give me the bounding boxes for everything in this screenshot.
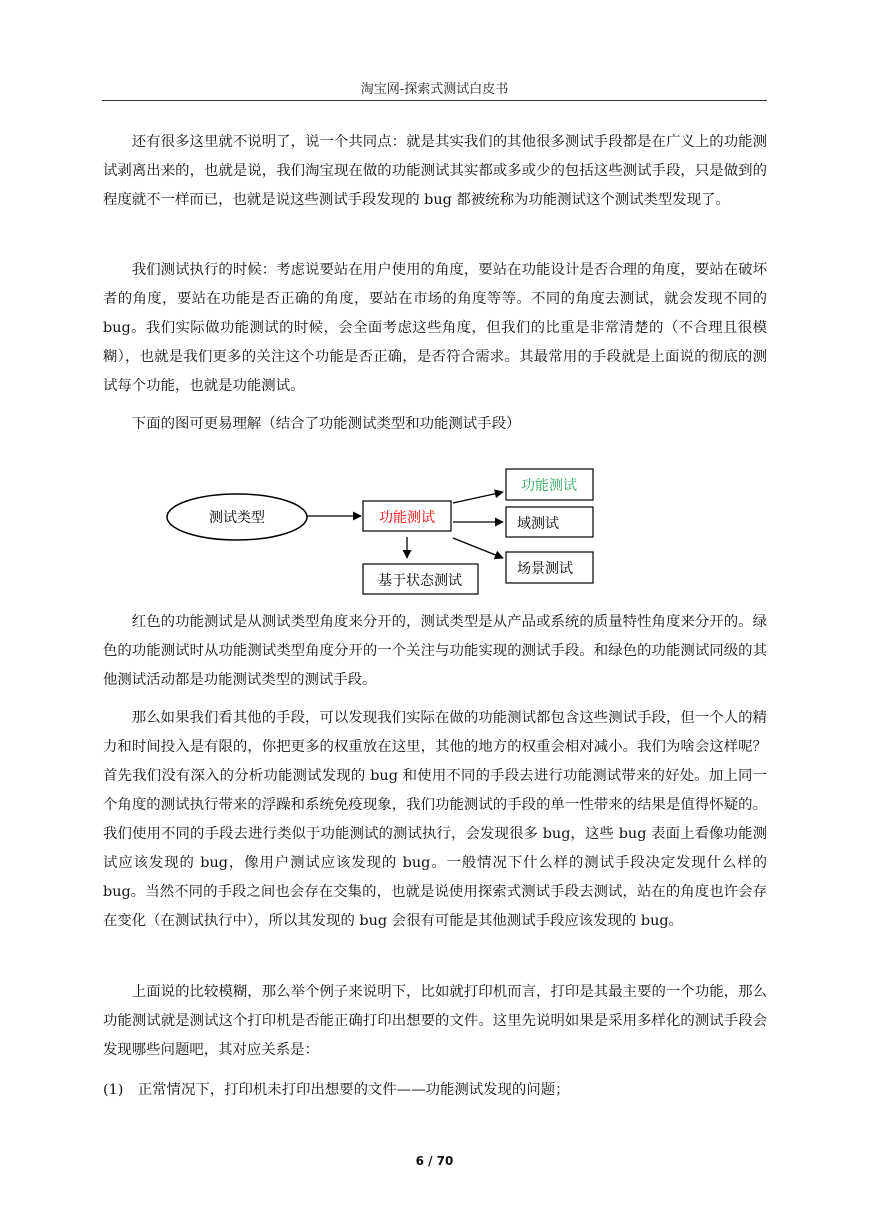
- paragraph-4: 红色的功能测试是从测试类型角度来分开的，测试类型是从产品或系统的质量特性角度来分开的。绿色的功能测试时从功能测试类型角度分开的一个关注与功能实现的测试手段。和绿色的功能测试同级的其他测试活动都是功能测试类型的测试手段。: [103, 614, 767, 688]
- list-item-1: (1) 正常情况下，打印机未打印出想要的文件——功能测试发现的问题；: [103, 1082, 570, 1098]
- paragraph-6: 上面说的比较模糊，那么举个例子来说明下，比如就打印机而言，打印是其最主要的一个功能，那么功能测试就是测试这个打印机是否能正确打印出想要的文件。这里先说明如果是采用多样化的测试手段会发现哪些问题吧，其对应关系是：: [103, 984, 767, 1058]
- state-test-label: 基于状态测试: [378, 573, 462, 589]
- page-header-title: 淘宝网-探索式测试白皮书: [360, 82, 509, 97]
- page-number: 6 / 70: [415, 1154, 454, 1168]
- func-test-red-label: 功能测试: [379, 510, 435, 526]
- func-test-green-label: 功能测试: [521, 478, 577, 494]
- arrow-func-to-green: [453, 492, 503, 503]
- domain-test-label: 域测试: [517, 516, 559, 532]
- paragraph-2: 我们测试执行的时候：考虑说要站在用户使用的角度，要站在功能设计是否合理的角度，要站在破坏者的角度，要站在功能是否正确的角度，要站在市场的角度等等。不同的角度去测试，就会发现不同的 bug。我们实际做功能测试的时候，会全面考虑这些角度，但我们的比重是非常清楚的（不合理且很模糊），也就是我们更多的关注这个功能是否正确，是否符合需求。其最常用的手段就是上面说的彻底的测试每个功能，也就是功能测试。: [103, 262, 767, 394]
- scenario-test-label: 场景测试: [517, 561, 573, 577]
- paragraph-1: 还有很多这里就不说明了，说一个共同点：就是其实我们的其他很多测试手段都是在广义上的功能测试剥离出来的，也就是说，我们淘宝现在做的功能测试其实都或多或少的包括这些测试手段，只是做到的程度就不一样而已，也就是说这些测试手段发现的 bug 都被统称为功能测试这个测试类型发现了。: [103, 134, 767, 208]
- test-type-diagram: [103, 460, 767, 605]
- test-type-label: 测试类型: [209, 510, 265, 526]
- header-rule: [102, 100, 767, 101]
- paragraph-5: 那么如果我们看其他的手段，可以发现我们实际在做的功能测试都包含这些测试手段，但一个人的精力和时间投入是有限的，你把更多的权重放在这里，其他的地方的权重会相对减小。我们为啥会这样呢？ 首先我们没有深入的分析功能测试发现的 bug 和使用不同的手段去进行功能测试带来的好处。加上同一个角度的测试执行带来的浮躁和系统免疫现象，我们功能测试的手段的单一性带来的结果是值得怀疑的。我们使用不同的手段去进行类似于功能测试的测试执行，会发现很多 bug，这些 bug 表面上看像功能测试应该发现的 bug，像用户测试应该发现的 bug。一般情况下什么样的测试手段决定发现什么样的 bug。当然不同的手段之间也会存在交集的，也就是说使用探索式测试手段去测试，站在的角度也许会存在变化（在测试执行中），所以其发现的 bug 会很有可能是其他测试手段应该发现的 bug。: [103, 710, 782, 929]
- arrow-func-to-scenario: [453, 538, 503, 558]
- paragraph-3: 下面的图可更易理解（结合了功能测试类型和功能测试手段）: [131, 416, 521, 432]
